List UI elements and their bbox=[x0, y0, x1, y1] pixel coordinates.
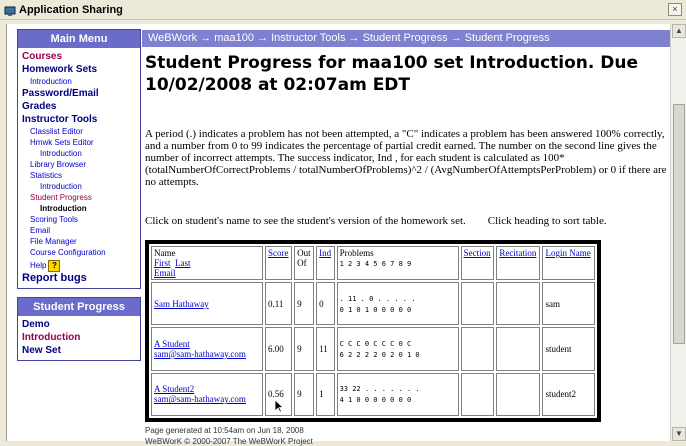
sidebar-item-instructor-tools[interactable]: Instructor Tools bbox=[22, 114, 98, 125]
table-row bbox=[151, 282, 595, 325]
click-heading-text: Click heading to sort table. bbox=[487, 215, 607, 227]
sidebar-item-courses[interactable]: Courses bbox=[22, 51, 63, 62]
ind-cell: 11 bbox=[316, 327, 334, 370]
sort-login-link[interactable]: Login Name bbox=[545, 248, 591, 258]
problems-header-label: Problems bbox=[339, 248, 374, 258]
main-menu bbox=[17, 29, 141, 289]
recitation-cell bbox=[496, 282, 540, 325]
ind-cell: 1 bbox=[316, 373, 334, 416]
window-titlebar bbox=[0, 0, 686, 20]
login-cell: student2 bbox=[542, 373, 595, 416]
sort-score-link[interactable]: Score bbox=[268, 248, 289, 258]
name-header bbox=[151, 246, 263, 280]
section-cell bbox=[461, 282, 495, 325]
breadcrumb: WeBWork → maa100 → Instructor Tools → Student Progress → Student Progress bbox=[142, 30, 671, 47]
sidebar-item-file-manager[interactable]: File Manager bbox=[30, 237, 77, 246]
click-student-text: Click on student's name to see the student's version of the homework set. bbox=[145, 215, 466, 227]
section-header bbox=[461, 246, 495, 280]
problem-status-line: C C C 0 C C C 0 C bbox=[339, 339, 412, 348]
ind-cell: 0 bbox=[316, 282, 334, 325]
score-cell: 0.56 bbox=[265, 373, 292, 416]
recitation-header bbox=[496, 246, 540, 280]
report-bugs-link[interactable]: Report bugs bbox=[22, 272, 87, 284]
sort-email-link[interactable]: Email bbox=[154, 268, 176, 278]
help-label[interactable]: Help bbox=[30, 261, 47, 271]
sidebar-item-scoring-tools[interactable]: Scoring Tools bbox=[30, 215, 78, 224]
student-name-cell bbox=[151, 373, 263, 416]
table-header-row bbox=[151, 246, 595, 280]
sort-ind-link[interactable]: Ind bbox=[319, 248, 332, 258]
close-button[interactable]: × bbox=[668, 3, 682, 16]
sidebar-item-course-configuration[interactable]: Course Configuration bbox=[30, 248, 106, 257]
vertical-scrollbar[interactable] bbox=[670, 24, 686, 441]
sidebar-item-hmwk-sets-editor[interactable]: Hmwk Sets Editor bbox=[30, 138, 94, 147]
problems-cell bbox=[337, 282, 459, 325]
progress-table-frame bbox=[145, 240, 601, 422]
window-controls bbox=[668, 3, 682, 16]
scroll-up-arrow-icon[interactable]: ▲ bbox=[672, 24, 686, 38]
student-progress-menu bbox=[17, 297, 141, 361]
sidebar-item-grades[interactable]: Grades bbox=[22, 101, 57, 112]
sidebar-item-introduction[interactable]: Introduction bbox=[30, 77, 72, 86]
sidebar-item-statistics[interactable]: Statistics bbox=[30, 171, 63, 180]
main-menu-body bbox=[18, 48, 140, 288]
out-of-cell: 9 bbox=[294, 327, 314, 370]
sidebar-item-email[interactable]: Email bbox=[30, 226, 51, 235]
help-icon[interactable]: ? bbox=[48, 260, 60, 272]
student-name-link[interactable]: A Student bbox=[154, 338, 190, 349]
table-row bbox=[151, 373, 595, 416]
sidebar-item-introduction: Introduction bbox=[40, 204, 87, 213]
problem-status-line: . 11 . 0 . . . . . bbox=[339, 294, 416, 303]
window-title: Application Sharing bbox=[19, 3, 123, 16]
student-email-link[interactable]: sam@sam-hathaway.com bbox=[154, 348, 246, 359]
sidebar bbox=[17, 29, 141, 361]
sidebar-item-homework-sets[interactable]: Homework Sets bbox=[22, 64, 98, 75]
scroll-thumb[interactable] bbox=[673, 104, 685, 344]
out-of-cell: 9 bbox=[294, 373, 314, 416]
sidebar-item-library-browser[interactable]: Library Browser bbox=[30, 160, 87, 169]
table-row bbox=[151, 327, 595, 370]
score-header bbox=[265, 246, 292, 280]
login-cell: sam bbox=[542, 282, 595, 325]
progress-table-body bbox=[151, 282, 595, 416]
student-name-cell bbox=[151, 282, 263, 325]
sort-last-link[interactable]: Last bbox=[175, 258, 191, 268]
problems-cell bbox=[337, 327, 459, 370]
progress-set-introduction[interactable]: Introduction bbox=[22, 332, 81, 343]
problems-header bbox=[337, 246, 459, 280]
login-header bbox=[542, 246, 595, 280]
student-email-link[interactable]: sam@sam-hathaway.com bbox=[154, 394, 246, 405]
progress-set-demo[interactable]: Demo bbox=[22, 319, 50, 330]
section-cell bbox=[461, 327, 495, 370]
sort-section-link[interactable]: Section bbox=[463, 248, 491, 258]
sidebar-item-classlist-editor[interactable]: Classlist Editor bbox=[30, 127, 83, 136]
help-item[interactable] bbox=[22, 260, 136, 272]
recitation-cell bbox=[496, 327, 540, 370]
intro-text: A period (.) indicates a problem has not been attempted, a "C" indicates a problem has been answered 100% correctly, and a number from 0 to 99 indicates the percentage of partial credit earned. The number on the second line gives the number of incorrect attempts. The success indicator, Ind , for each student is calculated as 100*(totalNumberOfCorrectProblems / totalNumberOfProblems)^2 / (AvgNumberOfAttemptsPerProblem) or 0 if there are no attempts. bbox=[145, 128, 667, 188]
instructions-line bbox=[145, 215, 671, 227]
score-cell: 6.00 bbox=[265, 327, 292, 370]
section-cell bbox=[461, 373, 495, 416]
sidebar-item-introduction[interactable]: Introduction bbox=[40, 182, 82, 191]
sort-recitation-link[interactable]: Recitation bbox=[499, 248, 537, 258]
problem-status-line: 33 22 . . . . . . . bbox=[339, 385, 420, 394]
problem-attempts-line: 0 1 0 1 0 0 0 0 0 bbox=[339, 305, 412, 314]
problem-attempts-line: 6 2 2 2 2 0 2 0 1 0 bbox=[339, 350, 420, 359]
main-menu-title: Main Menu bbox=[18, 30, 140, 48]
student-progress-menu-title: Student Progress bbox=[18, 298, 140, 316]
login-cell: student bbox=[542, 327, 595, 370]
problem-attempts-line: 4 1 0 0 0 0 0 0 0 bbox=[339, 396, 412, 405]
student-name-cell bbox=[151, 327, 263, 370]
progress-set-new-set[interactable]: New Set bbox=[22, 345, 61, 356]
page-content bbox=[6, 24, 670, 446]
problems-cell bbox=[337, 373, 459, 416]
student-name-link[interactable]: Sam Hathaway bbox=[154, 298, 209, 309]
out-of-header: Out Of bbox=[294, 246, 314, 280]
out-of-cell: 9 bbox=[294, 282, 314, 325]
ind-header bbox=[316, 246, 334, 280]
recitation-cell bbox=[496, 373, 540, 416]
score-cell: 0.11 bbox=[265, 282, 292, 325]
sidebar-item-introduction[interactable]: Introduction bbox=[40, 149, 82, 158]
app-sharing-icon bbox=[4, 4, 16, 16]
sidebar-item-password-email[interactable]: Password/Email bbox=[22, 88, 99, 99]
student-name-link[interactable]: A Student2 bbox=[154, 384, 195, 395]
sort-first-link[interactable]: First bbox=[154, 258, 171, 268]
student-progress-menu-body bbox=[18, 316, 140, 360]
page-footer-copyright: WeBWorK © 2000-2007 The WeBWorK Project bbox=[145, 437, 313, 446]
progress-table bbox=[149, 244, 597, 418]
scroll-down-arrow-icon[interactable]: ▼ bbox=[672, 427, 686, 441]
name-header-label: Name bbox=[154, 248, 176, 258]
sidebar-item-student-progress[interactable]: Student Progress bbox=[30, 193, 92, 202]
page-title: Student Progress for maa100 set Introduction. Due 10/02/2008 at 02:07am EDT bbox=[145, 53, 639, 95]
problem-numbers: 1 2 3 4 5 6 7 8 9 bbox=[339, 260, 412, 268]
mouse-cursor-icon bbox=[274, 399, 284, 413]
page-footer: Page generated at 10:54am on Jun 18, 2008 bbox=[145, 426, 304, 435]
